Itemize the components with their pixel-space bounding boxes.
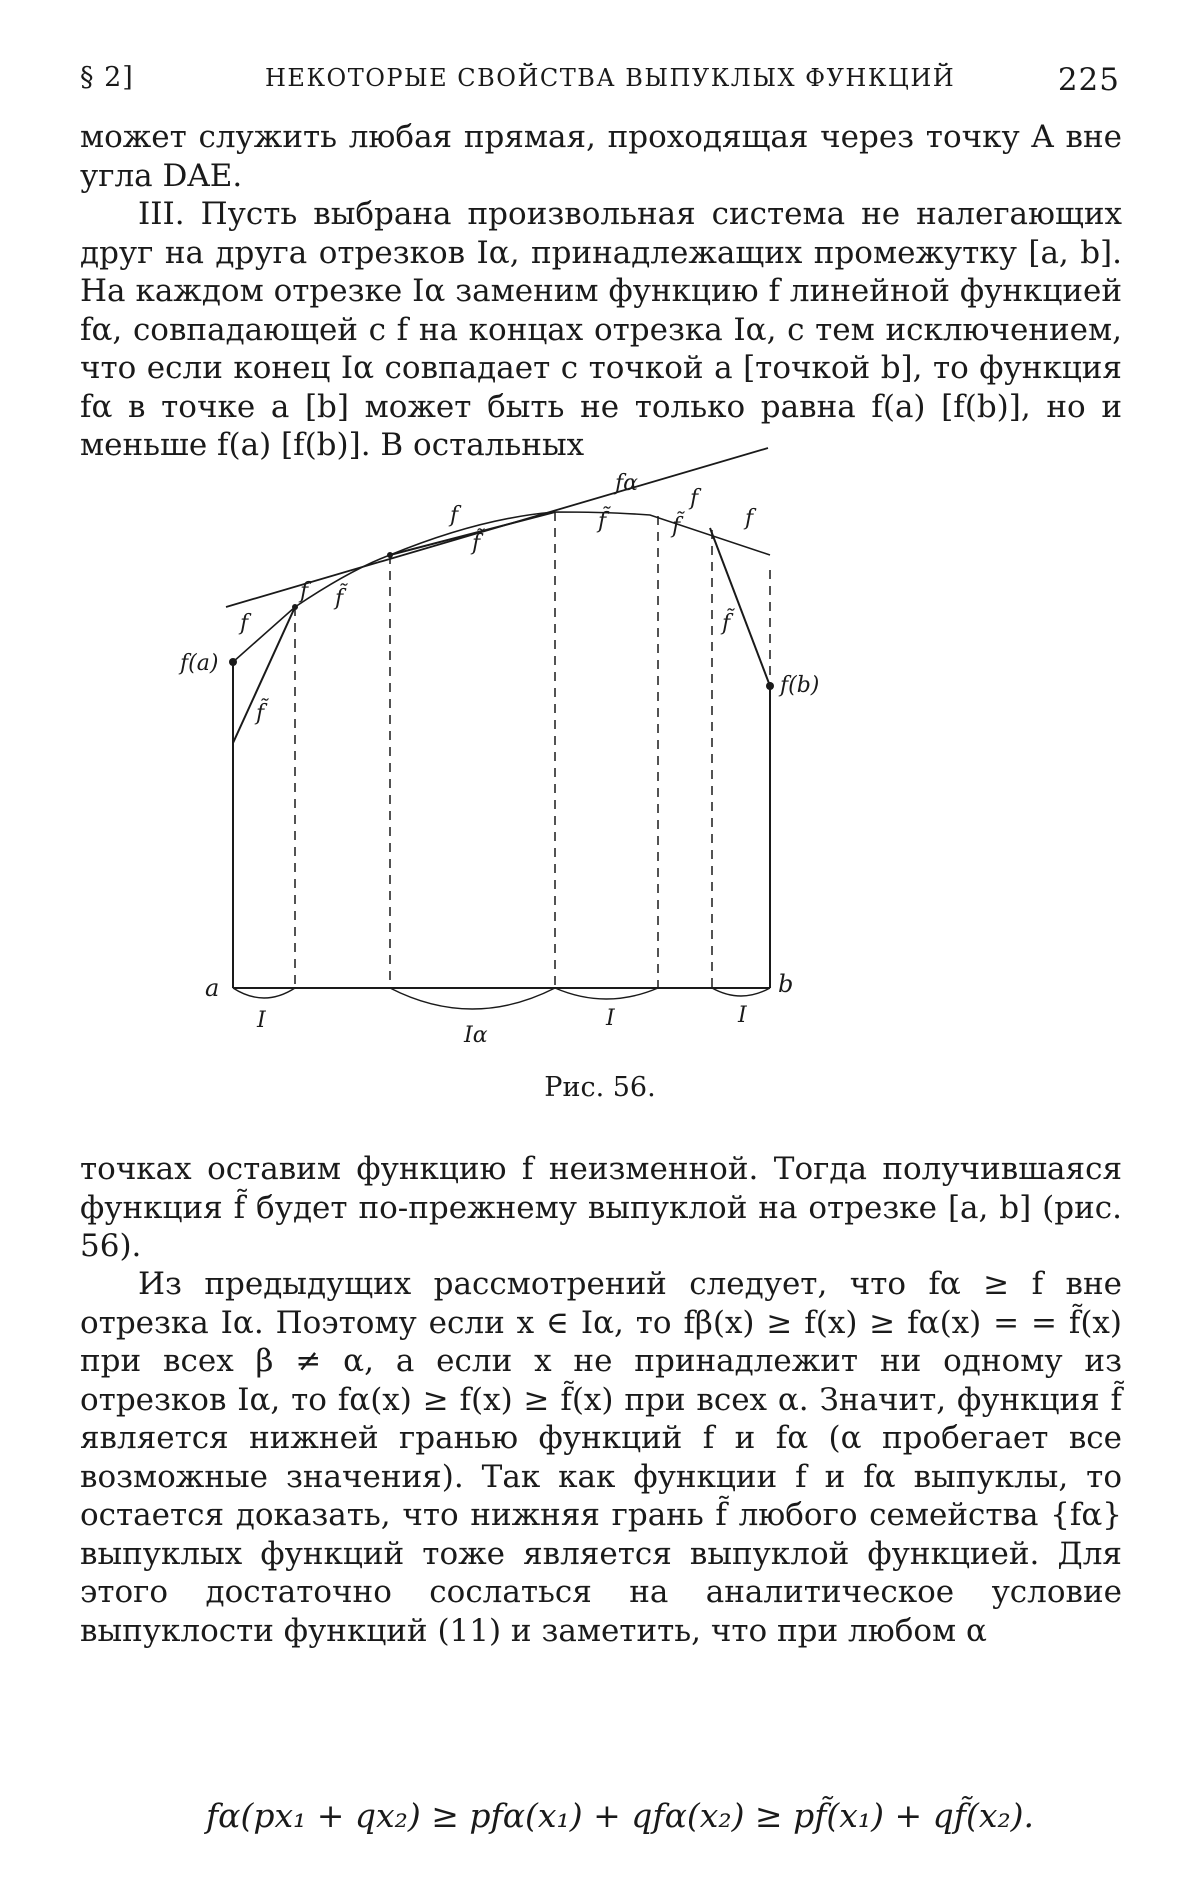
label-a: a: [205, 974, 220, 1002]
label-I-1: I: [257, 1008, 266, 1033]
paragraph-1: может служить любая прямая, проходящая через точку A вне угла DAE.: [80, 119, 1122, 194]
page-number: 225: [1057, 62, 1120, 98]
point-fb: [766, 682, 774, 690]
interval-arc-2: [390, 988, 555, 1009]
paragraph-3: точках оставим функцию f неизменной. Тогда получившаяся функция f̃ будет по-прежнему выпуклой на отрезке [a, b] (рис. 56).: [80, 1151, 1122, 1264]
interval-arc-3: [555, 988, 658, 999]
label-fa: f(a): [180, 651, 219, 676]
label-f-tilde-4: f̃: [598, 509, 607, 534]
label-I-alpha: Iα: [464, 1023, 488, 1048]
paragraph-2: III. Пусть выбрана произвольная система не налегающих друг на друга отрезков Iα, принадлежащих промежутку [a, b]. На каждом отрезке Iα заменим функцию f линейной функцией fα, совпадающей с f на концах отрезка Iα, с тем исключением, что если конец Iα совпадает с точкой a [точкой b], то функция fα в точке a [b] может быть не только равна f(a) [f(b)], но и меньше f(a) [f(b)]. В остальных: [80, 196, 1122, 463]
label-f-1: f: [450, 503, 459, 528]
label-f-alpha: fα: [615, 471, 638, 496]
label-f-5: f: [690, 486, 699, 511]
paragraph-4: Из предыдущих рассмотрений следует, что fα ≥ f вне отрезка Iα. Поэтому если x ∈ Iα, то fβ(x) ≥ f(x) ≥ fα(x) = = f̃(x) при всех β ≠ α, а если x не принадлежит ни одному из отрезков Iα, то fα(x) ≥ f(x) ≥ f̃(x) при всех α. Значит, функция f̃ является нижней гранью функций f и fα (α пробегает все возможные значения). Так как функции f и fα выпуклы, то остается доказать, что нижняя грань f̃ любого семейства {fα} выпуклых функций тоже является выпуклой функцией. Для этого достаточно сослаться на аналитическое условие выпуклости функций (11) и заметить, что при любом α: [80, 1266, 1122, 1649]
label-f-tilde-3: f̃: [256, 701, 265, 726]
interval-arc-1: [233, 988, 295, 998]
label-f-3: f: [240, 611, 249, 636]
label-f-2: f: [300, 579, 309, 604]
label-f-tilde-6: f̃: [722, 611, 731, 636]
running-header: [80, 62, 1120, 102]
running-title: НЕКОТОРЫЕ СВОЙСТВА ВЫПУКЛЫХ ФУНКЦИЙ: [265, 64, 956, 92]
node-2: [387, 552, 393, 558]
section-mark: § 2]: [80, 62, 134, 93]
point-fa: [229, 658, 237, 666]
figure-caption: Рис. 56.: [544, 1072, 656, 1103]
curve-f: [233, 512, 770, 662]
label-f-tilde-1: f̃: [472, 531, 481, 556]
figure-56: [180, 471, 1010, 1060]
node-1: [292, 604, 298, 610]
display-formula: fα(px₁ + qx₂) ≥ pfα(x₁) + qfα(x₂) ≥ pf̃(x₁) + qf̃(x₂).: [205, 1796, 1035, 1835]
label-b: b: [778, 970, 794, 998]
label-f-tilde-5: f̃: [672, 514, 681, 539]
label-f-tilde-2: f̃: [335, 586, 344, 611]
interval-arc-4: [712, 988, 770, 996]
label-I-2: I: [606, 1006, 615, 1031]
label-f-4: f: [745, 506, 754, 531]
label-I-3: I: [738, 1003, 747, 1028]
convex-function-diagram: [180, 471, 1010, 1060]
label-fb: f(b): [780, 673, 820, 698]
